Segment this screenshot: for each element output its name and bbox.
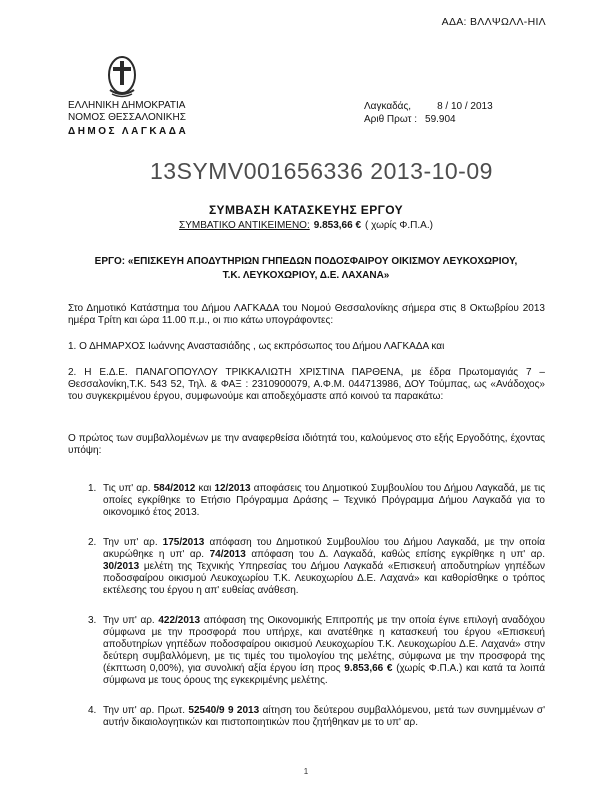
intro-paragraph: Στο Δημοτικό Κατάστημα του Δήμου ΛΑΓΚΑΔΑ του Νομού Θεσσαλονίκης σήμερα στις 8 Οκτωβρίου 2013 ημέρα Τρίτη και ώρα 11.00 π.μ., οι πιο κάτω υπογράφοντες: [68,303,545,326]
project-title-line2: Τ.Κ. ΛΕΥΚΟΧΩΡΙΟΥ, Δ.Ε. ΛΑΧΑΝΑ» [222,270,390,281]
ada-code: ΑΔΑ: ΒΛΛΨΩΛΛ-ΗΙΛ [441,16,546,28]
list-item-text: Την υπ' αρ. 175/2013 απόφαση του Δημοτικού Συμβουλίου του Δήμου Λαγκαδά, με την οποία ακυρώθηκε η υπ' αρ. 74/2013 απόφαση του Δ. Λαγκαδά, καθώς επίσης εγκρίθηκε η υπ' αρ. 30/2013 μελέτη της Τεχνικής Υπηρεσίας του Δήμου Λαγκαδά «Επισκευή αποδυτηρίων γηπέδων ποδοσφαίρου οικισμού Λευκοχωρίου Τ.Κ. Λευκοχωρίου Δ.Ε. Λαχανά» και καθορίσθηκε ο τρόπος εκτέλεσης του έργου η απ' ευθείας ανάθεση. [103,537,545,596]
list-item-number: 4. [88,705,97,716]
list-item [88,483,545,519]
greek-national-emblem-icon [106,54,138,100]
list-item-text: Την υπ' αρ. 422/2013 απόφαση της Οικονομικής Επιτροπής με την οποία έγινε επιλογή αναδόχου σύμφωνα με την προσφορά που υπήρχε, και ανατέθηκε η κατασκευή του έργου «Επισκευή αποδυτηρίων γηπέδων ποδοσφαίρου οικισμού Λευκοχωρίου Τ.Κ. Λευκοχωρίου Δ.Ε. Λαχανά» στην δεύτερη συμβαλλόμενη, με τις τιμές του τιμολογίου της μελέτης, σύμφωνα με την προσφορά της (έκπτωση 0,00%), για συνολική αξία έργου ίση προς 9.853,66 € (χωρίς Φ.Π.Α.) και κατά τα λοιπά σύμφωνα με τους όρους της εγκεκριμένης μελέτης. [103,615,545,686]
protocol-line [364,113,493,126]
project-title [0,255,612,283]
list-item-text: Τις υπ' αρ. 584/2012 και 12/2013 αποφάσεις του Δημοτικού Συμβουλίου του Δήμου Λαγκαδά, με τις οποίες εγκρίθηκε το Ετήσιο Πρόγραμμα Δράσης – Τεχνικό Πρόγραμμα Δήμου Λαγκαδά για το οικονομικό έτος 2013. [103,483,546,518]
party1-paragraph: 1. Ο ΔΗΜΑΡΧΟΣ Ιωάννης Αναστασιάδης , ως εκπρόσωπος του Δήμου ΛΑΓΚΑΔΑ και [68,341,445,352]
party2-paragraph: 2. Η Ε.Δ.Ε. ΠΑΝΑΓΟΠΟΥΛΟΥ ΤΡΙΚΚΑΛΙΩΤΗ ΧΡΙΣΤΙΝΑ ΠΑΡΘΕΝΑ, με έδρα Πρωτομαγιάς 7 – Θεσσαλονίκη,Τ.Κ. 543 52, Τηλ. & ΦΑΞ : 2310900079, Α.Φ.Μ. 044713986, ΔΟΥ Τούμπας, ως «Ανάδοχος» του συγκεκριμένου έργου, συμφωνούμε και αποδεχόμαστε από κοινού τα παρακάτω: [68,367,545,402]
contract-object-label: ΣΥΜΒΑΤΙΚΟ ΑΝΤΙΚΕΙΜΕΝΟ: [179,220,310,231]
preamble-paragraph: Ο πρώτος των συμβαλλομένων με την αναφερθείσα ιδιότητά του, καλούμενος στο εξής Εργοδότης, έχοντας υπόψη: [68,433,545,456]
place-label: Λαγκαδάς, [364,101,412,112]
protocol-number: 59.904 [425,114,456,125]
letterhead [68,100,188,138]
list-item [88,537,545,597]
list-item-number: 1. [88,483,97,494]
project-title-line1: ΕΡΓΟ: «ΕΠΙΣΚΕΥΗ ΑΠΟΔΥΤΗΡΙΩΝ ΓΗΠΕΔΩΝ ΠΟΔΟΣΦΑΙΡΟΥ ΟΙΚΙΣΜΟΥ ΛΕΥΚΟΧΩΡΙΟΥ, [94,256,518,267]
place-date-line [364,100,493,113]
protocol-label: Αριθ Πρωτ : [364,114,418,125]
document-title: ΣΥΜΒΑΣΗ ΚΑΤΑΣΚΕΥΗΣ ΕΡΓΟΥ [208,203,404,217]
letterhead-prefecture-line: ΝΟΜΟΣ ΘΕΣΣΑΛΟΝΙΚΗΣ [68,112,186,123]
letterhead-republic-line: ΕΛΛΗΝΙΚΗ ΔΗΜΟΚΡΑΤΙΑ [68,100,186,111]
document-date: 8 / 10 / 2013 [437,101,493,112]
contract-object-line [0,220,612,231]
list-item [88,705,545,729]
considerations-list [88,483,545,729]
date-protocol-block [364,100,493,126]
list-item-text: Την υπ' αρ. Πρωτ. 52540/9 9 2013 αίτηση του δεύτερου συμβαλλόμενου, μετά των συνημμένων σ' αυτήν δικαιολογητικών και πιστοποιητικών που ζητήθηκαν με το υπ' αρ. [103,705,545,728]
list-item-number: 3. [88,615,97,626]
list-item [88,615,545,687]
letterhead-municipality: ΔΗΜΟΣ ΛΑΓΚΑΔΑ [68,126,189,137]
registry-stamp: 13SYMV001656336 2013-10-09 [150,158,493,184]
page-number: 1 [303,767,309,776]
document-body [68,303,545,747]
contract-object-value: 9.853,66 € [313,220,362,231]
list-item-number: 2. [88,537,97,548]
contract-object-suffix: ( χωρίς Φ.Π.Α.) [365,220,433,231]
